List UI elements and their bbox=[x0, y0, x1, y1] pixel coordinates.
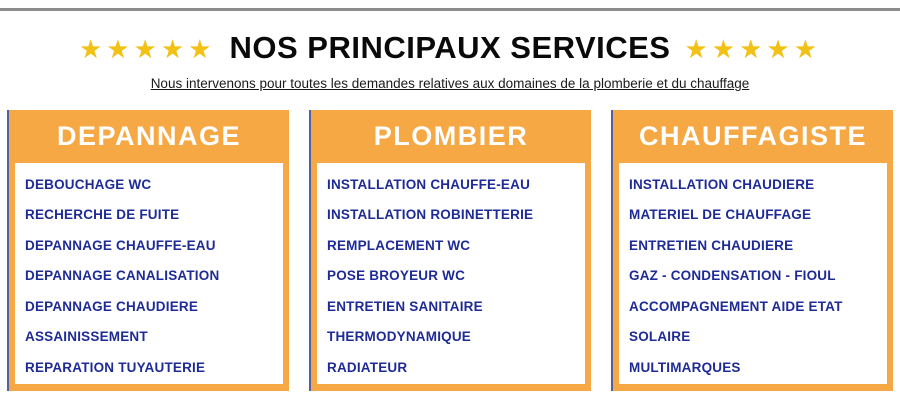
service-link[interactable]: ACCOMPAGNEMENT AIDE ETAT bbox=[629, 298, 843, 314]
card-depannage-list bbox=[15, 163, 283, 384]
top-divider bbox=[0, 8, 900, 11]
service-link[interactable]: INSTALLATION CHAUFFE-EAU bbox=[327, 176, 531, 192]
service-link[interactable]: DEBOUCHAGE WC bbox=[25, 176, 152, 192]
service-link[interactable]: DEPANNAGE CANALISATION bbox=[25, 268, 220, 284]
service-link[interactable]: ENTRETIEN SANITAIRE bbox=[327, 298, 483, 314]
star-rating-left-icon: ★★★★★ bbox=[78, 34, 216, 64]
card-plombier-header bbox=[317, 110, 585, 163]
services-columns bbox=[0, 110, 900, 391]
page-header bbox=[0, 30, 900, 66]
service-link[interactable]: MULTIMARQUES bbox=[629, 359, 741, 375]
card-title-depannage: DEPANNAGE bbox=[56, 121, 242, 151]
service-link[interactable]: REPARATION TUYAUTERIE bbox=[25, 359, 206, 375]
service-link[interactable]: GAZ - CONDENSATION - FIOUL bbox=[629, 268, 836, 284]
subtitle-row bbox=[0, 75, 900, 93]
service-link[interactable]: SOLAIRE bbox=[629, 329, 691, 345]
service-link[interactable]: ENTRETIEN CHAUDIERE bbox=[629, 237, 794, 253]
card-depannage bbox=[7, 110, 289, 391]
service-link[interactable]: INSTALLATION ROBINETTERIE bbox=[327, 207, 534, 223]
card-chauffagiste-list bbox=[619, 163, 887, 384]
service-link[interactable]: POSE BROYEUR WC bbox=[327, 268, 466, 284]
service-link[interactable]: ASSAINISSEMENT bbox=[25, 329, 148, 345]
service-link[interactable]: MATERIEL DE CHAUFFAGE bbox=[629, 207, 812, 223]
card-plombier-list bbox=[317, 163, 585, 384]
card-depannage-header bbox=[15, 110, 283, 163]
card-chauffagiste-header bbox=[619, 110, 887, 163]
service-link[interactable]: DEPANNAGE CHAUFFE-EAU bbox=[25, 237, 216, 253]
star-rating-right-icon: ★★★★★ bbox=[684, 34, 822, 64]
card-chauffagiste bbox=[611, 110, 893, 391]
card-title-chauffagiste: CHAUFFAGISTE bbox=[638, 121, 867, 151]
service-link[interactable]: THERMODYNAMIQUE bbox=[327, 329, 471, 345]
service-link[interactable]: RADIATEUR bbox=[327, 359, 408, 375]
card-title-plombier: PLOMBIER bbox=[373, 121, 529, 151]
service-link[interactable]: RECHERCHE DE FUITE bbox=[25, 207, 180, 223]
service-link[interactable]: INSTALLATION CHAUDIERE bbox=[629, 176, 815, 192]
page-subtitle: Nous intervenons pour toutes les demandes relatives aux domaines de la plomberie et du chauffage bbox=[150, 76, 750, 91]
page-title: NOS PRINCIPAUX SERVICES bbox=[229, 30, 671, 65]
service-link[interactable]: REMPLACEMENT WC bbox=[327, 237, 471, 253]
service-link[interactable]: DEPANNAGE CHAUDIERE bbox=[25, 298, 199, 314]
card-plombier bbox=[309, 110, 591, 391]
